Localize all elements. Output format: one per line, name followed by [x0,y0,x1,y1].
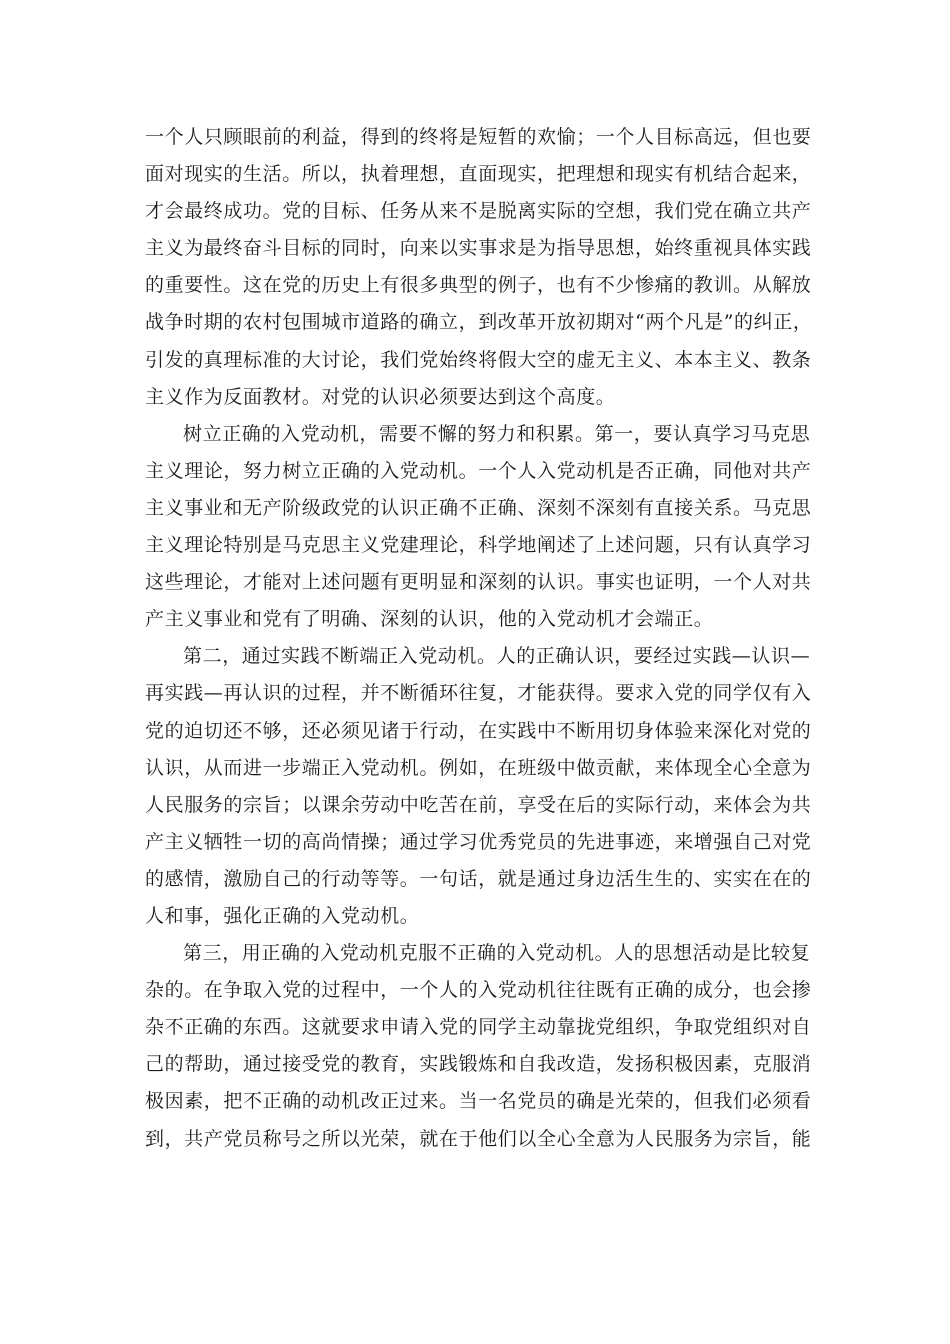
text-line: 主义为最终奋斗目标的同时，向来以实事求是为指导思想，始终重视具体实践 [145,237,812,260]
text-line: 到，共产党员称号之所以光荣，就在于他们以全心全意为人民服务为宗旨，能 [145,1127,812,1150]
text-line: 战争时期的农村包围城市道路的确立，到改革开放初期对“两个凡是”的纠正， [145,311,813,334]
text-line: 杂的。在争取入党的过程中，一个人的入党动机往往既有正确的成分，也会掺 [145,979,812,1002]
paragraph-2 [145,416,812,639]
text-line: 第三，用正确的入党动机克服不正确的入党动机。人的思想活动是比较复 [183,942,811,965]
text-line: 党的迫切还不够，还必须见诸于行动，在实践中不断用切身体验来深化对党的 [145,719,812,742]
text-line: 主义作为反面教材。对党的认识必须要达到这个高度。 [145,385,616,408]
text-line: 的重要性。这在党的历史上有很多典型的例子，也有不少惨痛的教训。从解放 [145,274,812,297]
text-line: 主义理论，努力树立正确的入党动机。一个人入党动机是否正确，同他对共产 [145,459,812,482]
text-line: 才会最终成功。党的目标、任务从来不是脱离实际的空想，我们党在确立共产 [145,200,812,223]
text-line: 这些理论，才能对上述问题有更明显和深刻的认识。事实也证明，一个人对共 [145,571,812,594]
text-line: 再实践—再认识的过程，并不断循环往复，才能获得。要求入党的同学仅有入 [145,682,812,705]
text-line: 极因素，把不正确的动机改正过来。当一名党员的确是光荣的，但我们必须看 [145,1090,812,1113]
text-line: 产主义牺牲一切的高尚情操；通过学习优秀党员的先进事迹，来增强自己对党 [145,830,812,853]
text-line: 产主义事业和党有了明确、深刻的认识，他的入党动机才会端正。 [145,608,714,631]
text-line: 主义理论特别是马克思主义党建理论，科学地阐述了上述问题，只有认真学习 [145,534,812,557]
text-line: 杂不正确的东西。这就要求申请入党的同学主动靠拢党组织，争取党组织对自 [145,1016,812,1039]
text-line: 树立正确的入党动机，需要不懈的努力和积累。第一，要认真学习马克思 [183,422,811,445]
paragraph-1 [145,119,813,416]
text-line: 引发的真理标准的大讨论，我们党始终将假大空的虚无主义、本本主义、教条 [145,348,812,371]
text-line: 主义事业和无产阶级政党的认识正确不正确、深刻不深刻有直接关系。马克思 [145,496,812,519]
body-text [145,119,813,1158]
text-line: 人民服务的宗旨；以课余劳动中吃苦在前，享受在后的实际行动，来体会为共 [145,793,812,816]
text-line: 人和事，强化正确的入党动机。 [145,904,420,927]
text-line: 己的帮助，通过接受党的教育，实践锻炼和自我改造，发扬积极因素，克服消 [145,1053,812,1076]
paragraph-4 [145,935,812,1158]
paragraph-3 [145,638,812,935]
text-line: 面对现实的生活。所以，执着理想，直面现实，把理想和现实有机结合起来， [145,163,812,186]
text-line: 的感情，激励自己的行动等等。一句话，就是通过身边活生生的、实实在在的 [145,867,812,890]
text-line: 第二，通过实践不断端正入党动机。人的正确认识，要经过实践—认识— [183,645,811,668]
text-line: 一个人只顾眼前的利益，得到的终将是短暂的欢愉；一个人目标高远，但也要 [145,126,812,148]
text-line: 认识，从而进一步端正入党动机。例如，在班级中做贡献，来体现全心全意为 [145,756,812,779]
